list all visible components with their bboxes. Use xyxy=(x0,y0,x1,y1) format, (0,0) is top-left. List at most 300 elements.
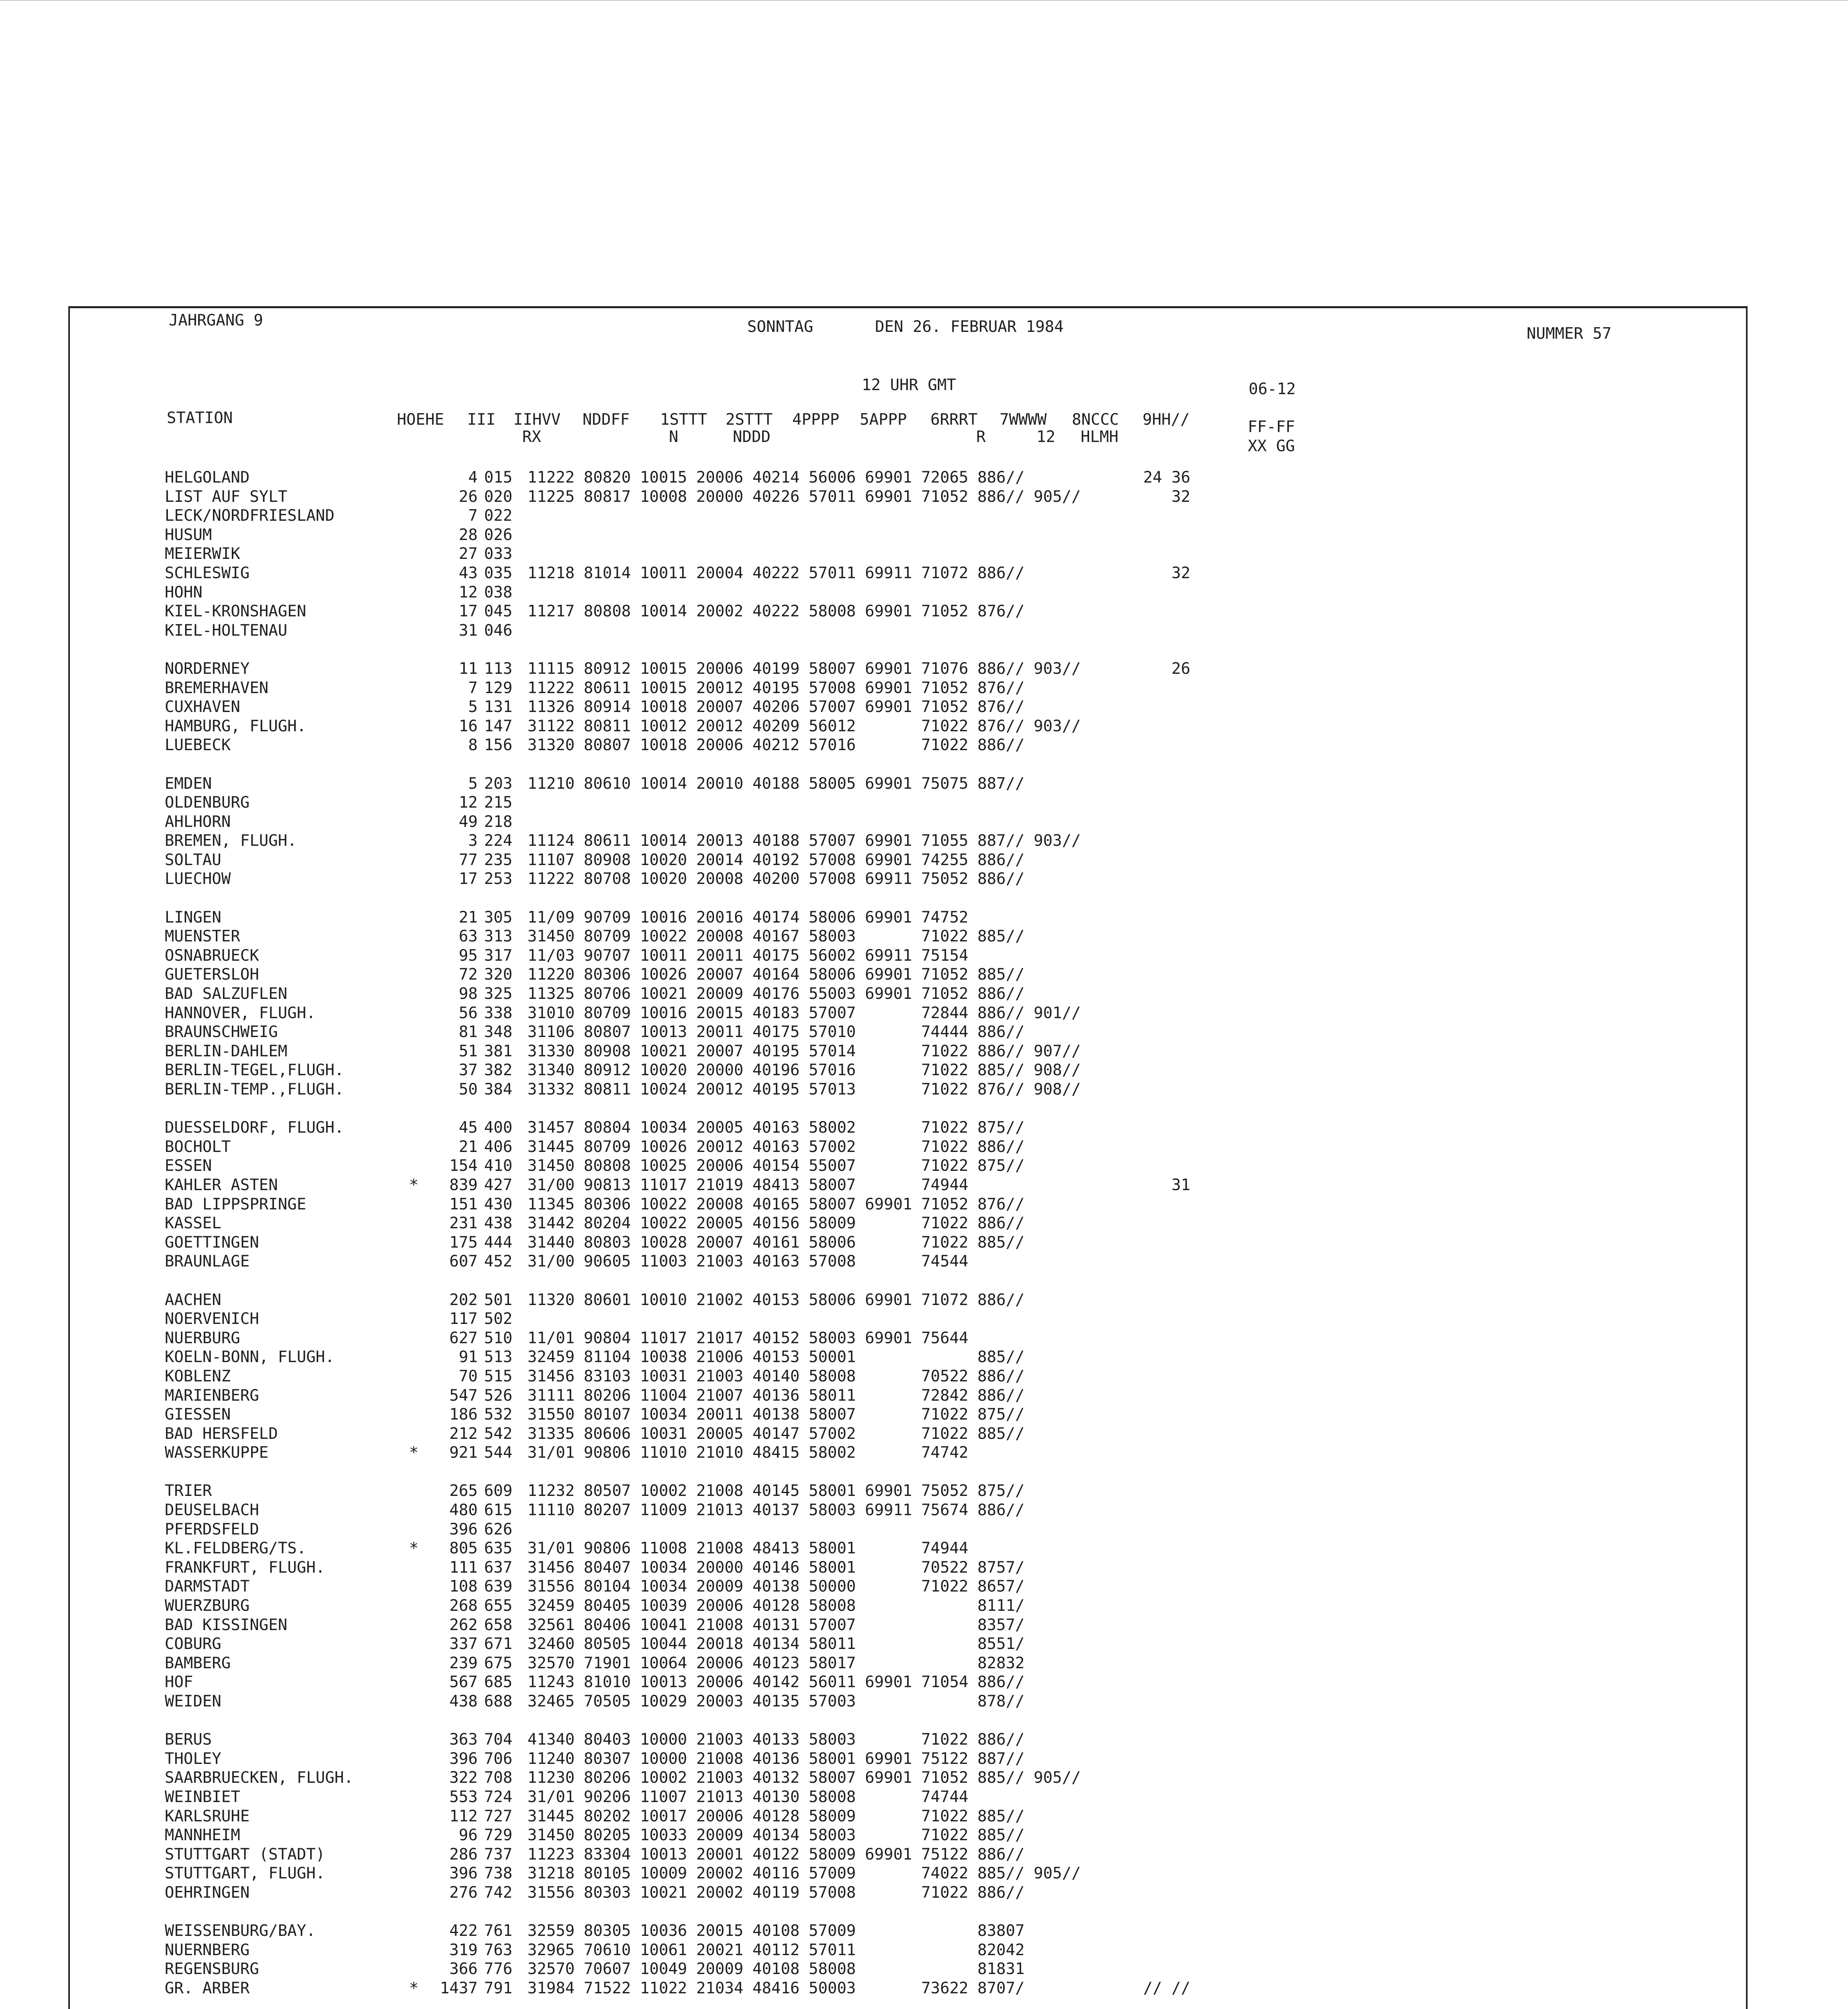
mountain-station-marker xyxy=(406,1233,422,1252)
synop-group: 885// xyxy=(977,1826,1025,1845)
synop-group: 57010 xyxy=(809,1023,856,1041)
synop-group xyxy=(1034,1501,1090,1520)
synop-group: 886// xyxy=(977,1673,1025,1692)
synop-group xyxy=(752,526,809,545)
synop-group xyxy=(921,1921,977,1941)
synop-group: 69901 xyxy=(865,1749,912,1768)
synop-group xyxy=(809,1520,865,1539)
station-index: 501 xyxy=(484,1291,513,1309)
synop-group xyxy=(1034,1616,1090,1635)
group-spacer xyxy=(165,755,1190,774)
synop-group: 48415 xyxy=(752,1444,800,1462)
gust-value xyxy=(1090,698,1190,717)
synop-group xyxy=(977,1539,1034,1558)
synop-group: 31445 xyxy=(527,1807,575,1825)
synop-group xyxy=(921,1520,977,1539)
synop-group: 10016 xyxy=(640,1004,687,1022)
synop-group xyxy=(1034,583,1090,602)
station-name: OEHRINGEN xyxy=(165,1883,250,1902)
mountain-station-marker xyxy=(406,468,422,487)
synop-group xyxy=(1034,1195,1090,1214)
gust-value: 32 xyxy=(1171,564,1190,582)
synop-group: 40142 xyxy=(752,1673,800,1692)
synop-group xyxy=(1034,1424,1090,1444)
synop-group: 20009 xyxy=(696,1577,744,1596)
station-index: 729 xyxy=(484,1826,513,1845)
station-name: SCHLESWIG xyxy=(165,564,250,582)
synop-group xyxy=(752,506,809,526)
station-index: 382 xyxy=(484,1061,513,1080)
synop-group: 10014 xyxy=(640,602,687,621)
synop-group: 58009 xyxy=(809,1807,856,1825)
observation-time: 12 UHR GMT xyxy=(862,376,956,394)
synop-group: 32459 xyxy=(527,1348,575,1367)
synop-group: 71052 xyxy=(921,679,969,697)
synop-group: 886// xyxy=(977,1004,1025,1022)
synop-group: 74752 xyxy=(921,908,969,927)
synop-group: 10017 xyxy=(640,1807,687,1825)
synop-group: 80505 xyxy=(584,1635,631,1653)
synop-group: 80606 xyxy=(584,1424,631,1443)
synop-group: 21003 xyxy=(696,1252,744,1271)
synop-group: 10031 xyxy=(640,1424,687,1443)
station-height: 8 xyxy=(468,736,478,755)
synop-group: 90806 xyxy=(584,1444,631,1462)
station-name: BOCHOLT xyxy=(165,1137,231,1156)
synop-group: 903// xyxy=(1034,659,1081,678)
station-index: 033 xyxy=(484,545,513,563)
synop-group: 11004 xyxy=(640,1386,687,1405)
synop-group: 31332 xyxy=(527,1080,575,1099)
synop-group xyxy=(865,1826,921,1845)
synop-group: 887// xyxy=(977,774,1025,793)
synop-group xyxy=(865,1386,921,1405)
synop-group: 40174 xyxy=(752,908,800,927)
gust-value xyxy=(1090,984,1190,1004)
table-row xyxy=(165,831,1190,851)
station-name: WEIDEN xyxy=(165,1692,221,1710)
synop-group: 69901 xyxy=(865,1291,912,1309)
synop-group: 56011 xyxy=(809,1673,856,1692)
synop-group: 57016 xyxy=(809,1061,856,1080)
mountain-station-marker xyxy=(406,1921,422,1941)
station-index: 675 xyxy=(484,1654,513,1672)
station-index: 218 xyxy=(484,812,513,831)
synop-group: 71022 xyxy=(921,927,969,946)
synop-group: 887// xyxy=(977,1749,1025,1768)
synop-group: 20012 xyxy=(696,717,744,735)
synop-group: 886// xyxy=(977,1386,1025,1405)
synop-group: 58007 xyxy=(809,659,856,678)
synop-group xyxy=(1034,1654,1090,1673)
station-height: 11 xyxy=(459,659,478,678)
station-name: BREMERHAVEN xyxy=(165,679,269,697)
synop-group: 80912 xyxy=(584,659,631,678)
synop-group: 80706 xyxy=(584,985,631,1003)
gust-value xyxy=(1090,1749,1190,1769)
station-index: 626 xyxy=(484,1520,513,1538)
table-row xyxy=(165,1386,1190,1405)
synop-group: 10021 xyxy=(640,1883,687,1902)
gust-value xyxy=(1090,1329,1190,1348)
mountain-station-marker xyxy=(406,774,422,794)
synop-group: 10029 xyxy=(640,1692,687,1710)
synop-group xyxy=(696,583,752,602)
synop-group: 80709 xyxy=(584,1004,631,1022)
synop-group xyxy=(865,717,921,736)
gust-value xyxy=(1090,908,1190,927)
mountain-station-marker xyxy=(406,831,422,851)
synop-group xyxy=(1034,984,1090,1004)
station-height: 26 xyxy=(459,487,478,506)
synop-group: 20002 xyxy=(696,602,744,621)
station-height: 262 xyxy=(449,1616,478,1634)
synop-group xyxy=(584,1309,640,1329)
station-name: BAMBERG xyxy=(165,1654,231,1672)
table-row xyxy=(165,1176,1190,1195)
synop-group: 10011 xyxy=(640,564,687,582)
col-6rrrt: 6RRRT xyxy=(930,411,978,429)
synop-group: 875// xyxy=(977,1405,1025,1424)
synop-group: 885// xyxy=(977,1864,1025,1883)
synop-group: 40152 xyxy=(752,1329,800,1347)
synop-group: 10013 xyxy=(640,1673,687,1692)
col-7wwww: 7WWWW xyxy=(1000,411,1047,429)
synop-group: 71022 xyxy=(921,1042,969,1060)
mountain-station-marker xyxy=(406,506,422,526)
synop-group: 11222 xyxy=(527,468,575,487)
synop-group: 69901 xyxy=(865,1673,912,1692)
synop-group: 31010 xyxy=(527,1004,575,1022)
gust-value xyxy=(1090,1061,1190,1080)
gust-value: // // xyxy=(1143,1979,1190,1997)
table-row xyxy=(165,468,1190,487)
synop-group xyxy=(809,793,865,812)
synop-group xyxy=(921,583,977,602)
synop-group: 20003 xyxy=(696,1692,744,1710)
station-index: 381 xyxy=(484,1042,513,1060)
synop-group xyxy=(865,1156,921,1176)
station-name: HAMBURG, FLUGH. xyxy=(165,717,307,735)
synop-group xyxy=(865,1979,921,1998)
synop-group: 11222 xyxy=(527,679,575,697)
synop-group xyxy=(1034,1329,1090,1348)
synop-group: 58005 xyxy=(809,774,856,793)
gust-value xyxy=(1090,869,1190,889)
synop-group: 75644 xyxy=(921,1329,969,1347)
gust-value xyxy=(1090,1730,1190,1749)
synop-group xyxy=(640,544,696,564)
synop-group: 80908 xyxy=(584,1042,631,1060)
synop-group: 11345 xyxy=(527,1195,575,1213)
synop-group: 80303 xyxy=(584,1883,631,1902)
synop-group: 875// xyxy=(977,1482,1025,1500)
synop-group: 69901 xyxy=(865,1845,912,1864)
station-name: KIEL-KRONSHAGEN xyxy=(165,602,307,621)
synop-group: 20010 xyxy=(696,774,744,793)
synop-group: 20000 xyxy=(696,1558,744,1577)
synop-group: 72842 xyxy=(921,1386,969,1405)
synop-group: 31550 xyxy=(527,1405,575,1424)
gust-value xyxy=(1090,1348,1190,1367)
synop-group: 10022 xyxy=(640,1195,687,1213)
station-height: 154 xyxy=(449,1157,478,1175)
col-ffff: FF-FF xyxy=(1248,418,1295,436)
synop-group: 58001 xyxy=(809,1749,856,1768)
synop-group: 31556 xyxy=(527,1883,575,1902)
synop-group xyxy=(865,1558,921,1577)
synop-group xyxy=(584,812,640,832)
top-rule xyxy=(0,0,1848,1)
synop-group: 80912 xyxy=(584,1061,631,1080)
synop-group xyxy=(696,506,752,526)
mountain-station-marker xyxy=(406,698,422,717)
synop-group: 20007 xyxy=(696,1042,744,1060)
synop-group: 80204 xyxy=(584,1214,631,1233)
synop-group: 21008 xyxy=(696,1749,744,1768)
station-name: KOELN-BONN, FLUGH. xyxy=(165,1348,335,1367)
synop-group: 71052 xyxy=(921,985,969,1003)
synop-group: 69901 xyxy=(865,659,912,678)
synop-group: 11115 xyxy=(527,659,575,678)
col-1sttt-sub: N xyxy=(669,428,679,446)
table-row xyxy=(165,1214,1190,1233)
synop-group: 80808 xyxy=(584,1157,631,1175)
synop-group: 21002 xyxy=(696,1291,744,1309)
synop-group xyxy=(696,1520,752,1539)
synop-group xyxy=(752,1520,809,1539)
mountain-station-marker xyxy=(406,1730,422,1749)
station-index: 737 xyxy=(484,1845,513,1864)
station-name: OLDENBURG xyxy=(165,794,250,812)
synop-group: 58001 xyxy=(809,1558,856,1577)
synop-group: 10015 xyxy=(640,468,687,487)
station-name: EMDEN xyxy=(165,774,212,793)
synop-group: 31442 xyxy=(527,1214,575,1233)
synop-group: 57003 xyxy=(809,1692,856,1710)
synop-group: 885// xyxy=(977,1233,1025,1252)
synop-group xyxy=(1034,544,1090,564)
mountain-station-marker xyxy=(406,1405,422,1424)
table-row xyxy=(165,851,1190,870)
gust-value xyxy=(1090,1692,1190,1711)
synop-group: 71022 xyxy=(921,1157,969,1175)
synop-group: 11007 xyxy=(640,1788,687,1806)
synop-group: 20016 xyxy=(696,908,744,927)
synop-group xyxy=(865,583,921,602)
gust-value xyxy=(1090,1635,1190,1654)
synop-group: 10011 xyxy=(640,946,687,965)
gust-value xyxy=(1090,1654,1190,1673)
synop-group: 20007 xyxy=(696,966,744,984)
gust-value xyxy=(1090,1137,1190,1157)
synop-group: 21013 xyxy=(696,1788,744,1806)
station-name: GUETERSLOH xyxy=(165,966,259,984)
synop-group: 885// xyxy=(977,1424,1025,1443)
synop-group: 58011 xyxy=(809,1635,856,1653)
synop-group: 905// xyxy=(1034,1769,1081,1787)
mountain-station-marker xyxy=(406,487,422,507)
table-row xyxy=(165,1443,1190,1463)
synop-group xyxy=(1034,1118,1090,1137)
station-height: 72 xyxy=(459,966,478,984)
synop-group: 878// xyxy=(977,1692,1025,1710)
station-index: 515 xyxy=(484,1367,513,1385)
synop-group xyxy=(865,1616,921,1635)
synop-group xyxy=(527,812,584,832)
synop-group: 40136 xyxy=(752,1386,800,1405)
synop-group xyxy=(1034,526,1090,545)
synop-group: 21008 xyxy=(696,1539,744,1558)
station-height: 95 xyxy=(459,946,478,965)
station-index: 406 xyxy=(484,1137,513,1156)
synop-group xyxy=(977,526,1034,545)
synop-group: 57007 xyxy=(809,698,856,716)
station-name: LIST AUF SYLT xyxy=(165,487,288,506)
station-index: 438 xyxy=(484,1214,513,1233)
synop-group: 885// xyxy=(977,1348,1025,1367)
synop-group: 71076 xyxy=(921,659,969,678)
station-height: 4 xyxy=(468,468,478,487)
synop-group: 20008 xyxy=(696,1195,744,1213)
synop-group xyxy=(696,621,752,640)
table-row xyxy=(165,1979,1190,1998)
station-height: 112 xyxy=(449,1807,478,1825)
station-name: STUTTGART, FLUGH. xyxy=(165,1864,325,1883)
table-row xyxy=(165,1826,1190,1845)
synop-group xyxy=(865,927,921,946)
synop-group: 71052 xyxy=(921,1195,969,1213)
synop-group xyxy=(1034,698,1090,717)
station-index: 685 xyxy=(484,1673,513,1692)
synop-group: 11325 xyxy=(527,985,575,1003)
station-index: 015 xyxy=(484,468,513,487)
synop-group: 10015 xyxy=(640,679,687,697)
synop-group: 40140 xyxy=(752,1367,800,1385)
mountain-station-marker xyxy=(406,869,422,889)
synop-group: 10002 xyxy=(640,1769,687,1787)
synop-group: 8657/ xyxy=(977,1577,1025,1596)
station-height: 16 xyxy=(459,717,478,735)
col-hoehe: HOEHE xyxy=(397,411,444,429)
mountain-station-marker xyxy=(406,1941,422,1960)
synop-group: 10002 xyxy=(640,1482,687,1500)
table-row xyxy=(165,1692,1190,1711)
synop-group: 80708 xyxy=(584,870,631,888)
station-name: BAD KISSINGEN xyxy=(165,1616,288,1634)
day-label: SONNTAG xyxy=(747,318,814,336)
station-name: WASSERKUPPE xyxy=(165,1444,269,1462)
station-index: 615 xyxy=(484,1501,513,1520)
station-name: AACHEN xyxy=(165,1291,221,1309)
synop-group xyxy=(921,621,977,640)
synop-group: 875// xyxy=(977,1157,1025,1175)
synop-group: 75075 xyxy=(921,774,969,793)
station-index: 532 xyxy=(484,1405,513,1424)
table-row xyxy=(165,1195,1190,1214)
group-spacer xyxy=(165,640,1190,659)
mountain-station-marker: * xyxy=(409,1539,419,1558)
col-iii: III xyxy=(467,411,496,429)
synop-group: 40163 xyxy=(752,1137,800,1156)
table-row xyxy=(165,1118,1190,1137)
gust-value xyxy=(1090,1941,1190,1960)
synop-group xyxy=(865,1118,921,1137)
col-4pppp: 4PPPP xyxy=(792,411,840,429)
table-row xyxy=(165,506,1190,526)
mountain-station-marker xyxy=(406,1501,422,1520)
gust-value xyxy=(1090,1080,1190,1099)
col-2sttt: 2STTT xyxy=(726,411,773,429)
table-row xyxy=(165,717,1190,736)
station-height: 231 xyxy=(449,1214,478,1233)
synop-group: 71022 xyxy=(921,1233,969,1252)
synop-group: 40134 xyxy=(752,1635,800,1653)
synop-group: 11223 xyxy=(527,1845,575,1864)
synop-group: 10022 xyxy=(640,927,687,946)
synop-group: 40153 xyxy=(752,1291,800,1309)
synop-group xyxy=(696,812,752,832)
synop-group xyxy=(865,1233,921,1252)
synop-group: 41340 xyxy=(527,1731,575,1749)
synop-group: 71022 xyxy=(921,1807,969,1825)
synop-group: 82042 xyxy=(977,1941,1025,1959)
synop-group: 10022 xyxy=(640,1214,687,1233)
synop-group: 907// xyxy=(1034,1042,1081,1060)
synop-group: 886// xyxy=(977,1214,1025,1233)
station-name: LUECHOW xyxy=(165,870,231,888)
synop-group: 80405 xyxy=(584,1597,631,1615)
synop-group: 58003 xyxy=(809,1329,856,1347)
station-height: 396 xyxy=(449,1749,478,1768)
synop-group: 40108 xyxy=(752,1922,800,1940)
synop-group: 40138 xyxy=(752,1577,800,1596)
synop-group: 10015 xyxy=(640,659,687,678)
synop-group: 31340 xyxy=(527,1061,575,1080)
synop-group xyxy=(865,1004,921,1023)
station-index: 655 xyxy=(484,1597,513,1615)
table-row xyxy=(165,1673,1190,1692)
synop-group: 57011 xyxy=(809,1941,856,1959)
synop-group: 10041 xyxy=(640,1616,687,1634)
synop-group xyxy=(977,583,1034,602)
synop-group xyxy=(527,621,584,640)
synop-group: 82832 xyxy=(977,1654,1025,1672)
synop-group: 57008 xyxy=(809,870,856,888)
mountain-station-marker xyxy=(406,1386,422,1405)
synop-group: 58001 xyxy=(809,1539,856,1558)
table-row xyxy=(165,1539,1190,1558)
synop-group: 10014 xyxy=(640,832,687,850)
mountain-station-marker xyxy=(406,659,422,679)
synop-group: 20005 xyxy=(696,1214,744,1233)
synop-group xyxy=(1034,1845,1090,1864)
mountain-station-marker xyxy=(406,965,422,984)
station-name: WEISSENBURG/BAY. xyxy=(165,1922,316,1940)
synop-group: 71901 xyxy=(584,1654,631,1672)
station-height: 21 xyxy=(459,908,478,927)
station-height: 28 xyxy=(459,526,478,544)
synop-group xyxy=(921,1692,977,1711)
station-index: 035 xyxy=(484,564,513,582)
synop-group: 80811 xyxy=(584,1080,631,1099)
synop-group: 58006 xyxy=(809,966,856,984)
table-row xyxy=(165,659,1190,679)
synop-group: 875// xyxy=(977,1119,1025,1137)
synop-group: 71022 xyxy=(921,1883,969,1902)
table-row xyxy=(165,1481,1190,1501)
synop-group: 57002 xyxy=(809,1137,856,1156)
